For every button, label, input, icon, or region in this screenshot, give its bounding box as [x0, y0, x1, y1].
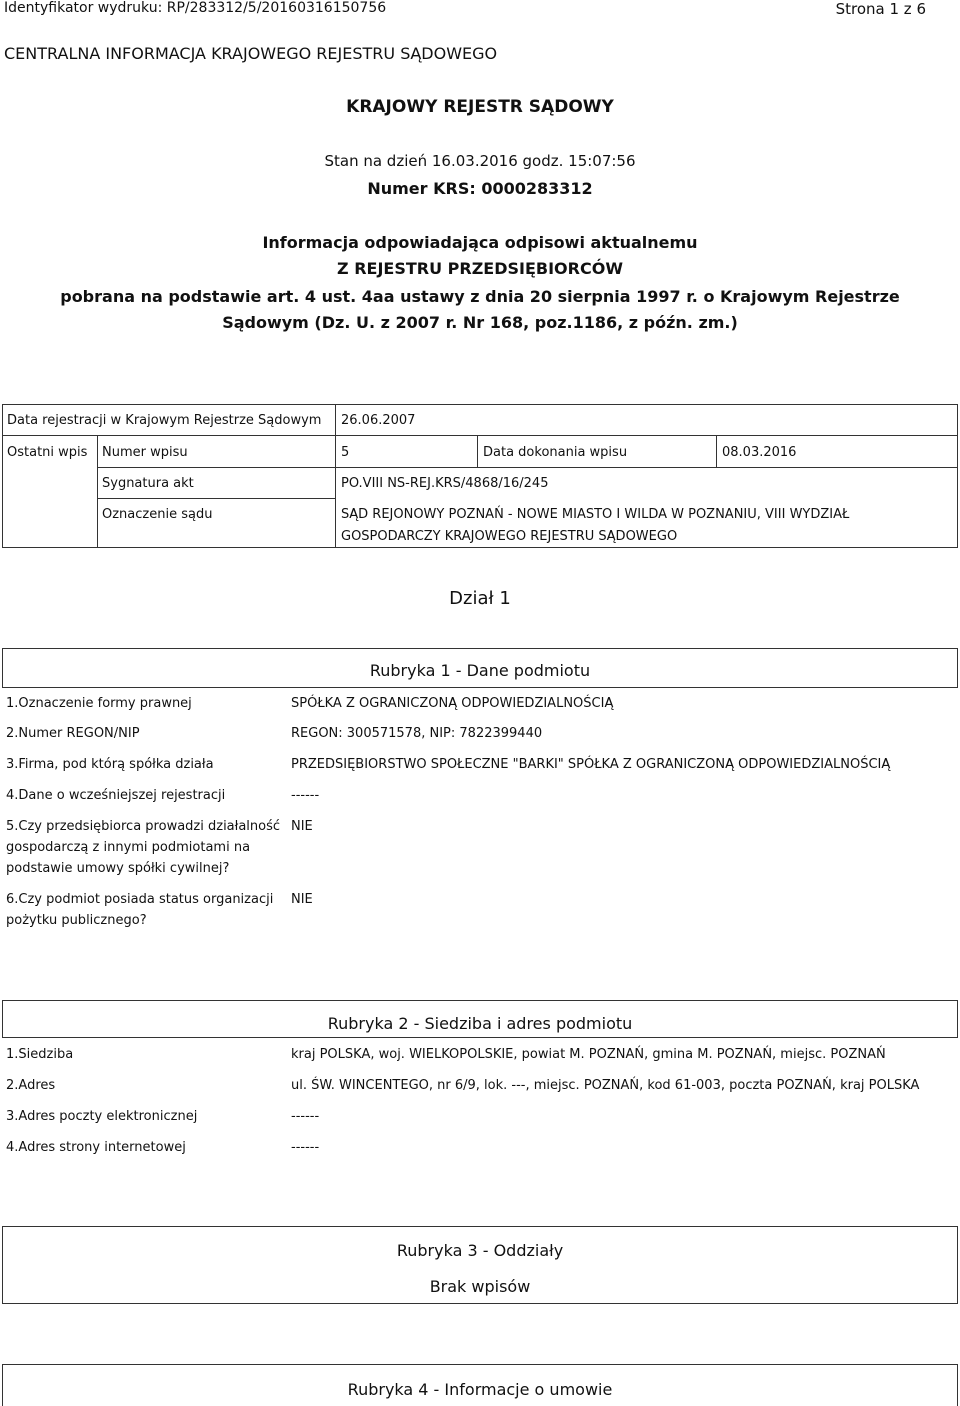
rubric-1-label: 4.Dane o wcześniejszej rejestracji — [6, 788, 226, 803]
rubric-2-value: ------ — [291, 1140, 320, 1155]
rubric-2-label: 2.Adres — [6, 1078, 56, 1093]
rubric-1-value: NIE — [291, 819, 313, 834]
section-title: Dział 1 — [449, 588, 511, 609]
entry-date-label: Data dokonania wpisu — [483, 445, 628, 460]
entry-number-value: 5 — [341, 445, 350, 460]
rubric-1-label: 6.Czy podmiot posiada status organizacji — [6, 892, 274, 907]
rubric-1-value: SPÓŁKA Z OGRANICZONĄ ODPOWIEDZIALNOŚCIĄ — [291, 696, 614, 711]
print-identifier: Identyfikator wydruku: RP/283312/5/20160316150756 — [4, 0, 387, 16]
rubric-1-title: Rubryka 1 - Dane podmiotu — [369, 661, 591, 680]
rubric-2-label: 1.Siedziba — [6, 1047, 74, 1062]
rubric-1-label: podstawie umowy spółki cywilnej? — [6, 861, 230, 876]
rubric-1-label: gospodarczą z innymi podmiotami na — [6, 840, 251, 855]
registration-date-label: Data rejestracji w Krajowym Rejestrze Sądowym — [7, 413, 322, 428]
rubric-4-title: Rubryka 4 - Informacje o umowie — [347, 1380, 613, 1399]
rubric-1-value: REGON: 300571578, NIP: 7822399440 — [291, 726, 543, 741]
rubric-1-label: 3.Firma, pod którą spółka działa — [6, 757, 214, 772]
rubric-1-value: PRZEDSIĘBIORSTWO SPOŁECZNE "BARKI" SPÓŁKA Z OGRANICZONĄ ODPOWIEDZIALNOŚCIĄ — [291, 757, 891, 772]
rubric-1-label: pożytku publicznego? — [6, 913, 147, 928]
registry-title: KRAJOWY REJESTR SĄDOWY — [346, 97, 614, 117]
court-value-line-2: GOSPODARCZY KRAJOWEGO REJESTRU SĄDOWEGO — [341, 529, 678, 544]
central-info-title: CENTRALNA INFORMACJA KRAJOWEGO REJESTRU SĄDOWEGO — [4, 44, 498, 63]
registration-date-value: 26.06.2007 — [341, 413, 416, 428]
state-date: Stan na dzień 16.03.2016 godz. 15:07:56 — [324, 152, 636, 170]
info-line-2: Z REJESTRU PRZEDSIĘBIORCÓW — [337, 259, 623, 278]
court-label: Oznaczenie sądu — [102, 507, 213, 522]
rubric-1-label: 2.Numer REGON/NIP — [6, 726, 140, 741]
rubric-1-label: 1.Oznaczenie formy prawnej — [6, 696, 192, 711]
rubric-3-empty: Brak wpisów — [429, 1277, 531, 1296]
rubric-2-title: Rubryka 2 - Siedziba i adres podmiotu — [327, 1014, 633, 1033]
rubric-2-value: kraj POLSKA, woj. WIELKOPOLSKIE, powiat M. POZNAŃ, gmina M. POZNAŃ, miejsc. POZNAŃ — [291, 1047, 886, 1062]
info-line-1: Informacja odpowiadająca odpisowi aktualnemu — [262, 233, 698, 252]
rubric-3-title: Rubryka 3 - Oddziały — [396, 1241, 564, 1260]
signature-label: Sygnatura akt — [102, 476, 194, 491]
court-value-line-1: SĄD REJONOWY POZNAŃ - NOWE MIASTO I WILDA W POZNANIU, VIII WYDZIAŁ — [341, 507, 850, 522]
krs-number: Numer KRS: 0000283312 — [367, 179, 593, 198]
signature-value: PO.VIII NS-REJ.KRS/4868/16/245 — [341, 476, 549, 491]
last-entry-label: Ostatni wpis — [7, 445, 88, 460]
rubric-1-label: 5.Czy przedsiębiorca prowadzi działalność — [6, 819, 281, 834]
entry-date-value: 08.03.2016 — [722, 445, 797, 460]
rubric-2-label: 3.Adres poczty elektronicznej — [6, 1109, 198, 1124]
legal-basis-line-2: Sądowym (Dz. U. z 2007 r. Nr 168, poz.1186, z późn. zm.) — [222, 313, 738, 332]
page-number: Strona 1 z 6 — [835, 0, 926, 18]
entry-number-label: Numer wpisu — [102, 445, 188, 460]
rubric-2-value: ul. ŚW. WINCENTEGO, nr 6/9, lok. ---, miejsc. POZNAŃ, kod 61-003, poczta POZNAŃ, kraj POLSKA — [291, 1078, 920, 1093]
rubric-2-value: ------ — [291, 1109, 320, 1124]
rubric-1-value: NIE — [291, 892, 313, 907]
legal-basis-line-1: pobrana na podstawie art. 4 ust. 4aa ustawy z dnia 20 sierpnia 1997 r. o Krajowym Rejestrze — [60, 287, 900, 306]
rubric-1-value: ------ — [291, 788, 320, 803]
rubric-2-label: 4.Adres strony internetowej — [6, 1140, 186, 1155]
